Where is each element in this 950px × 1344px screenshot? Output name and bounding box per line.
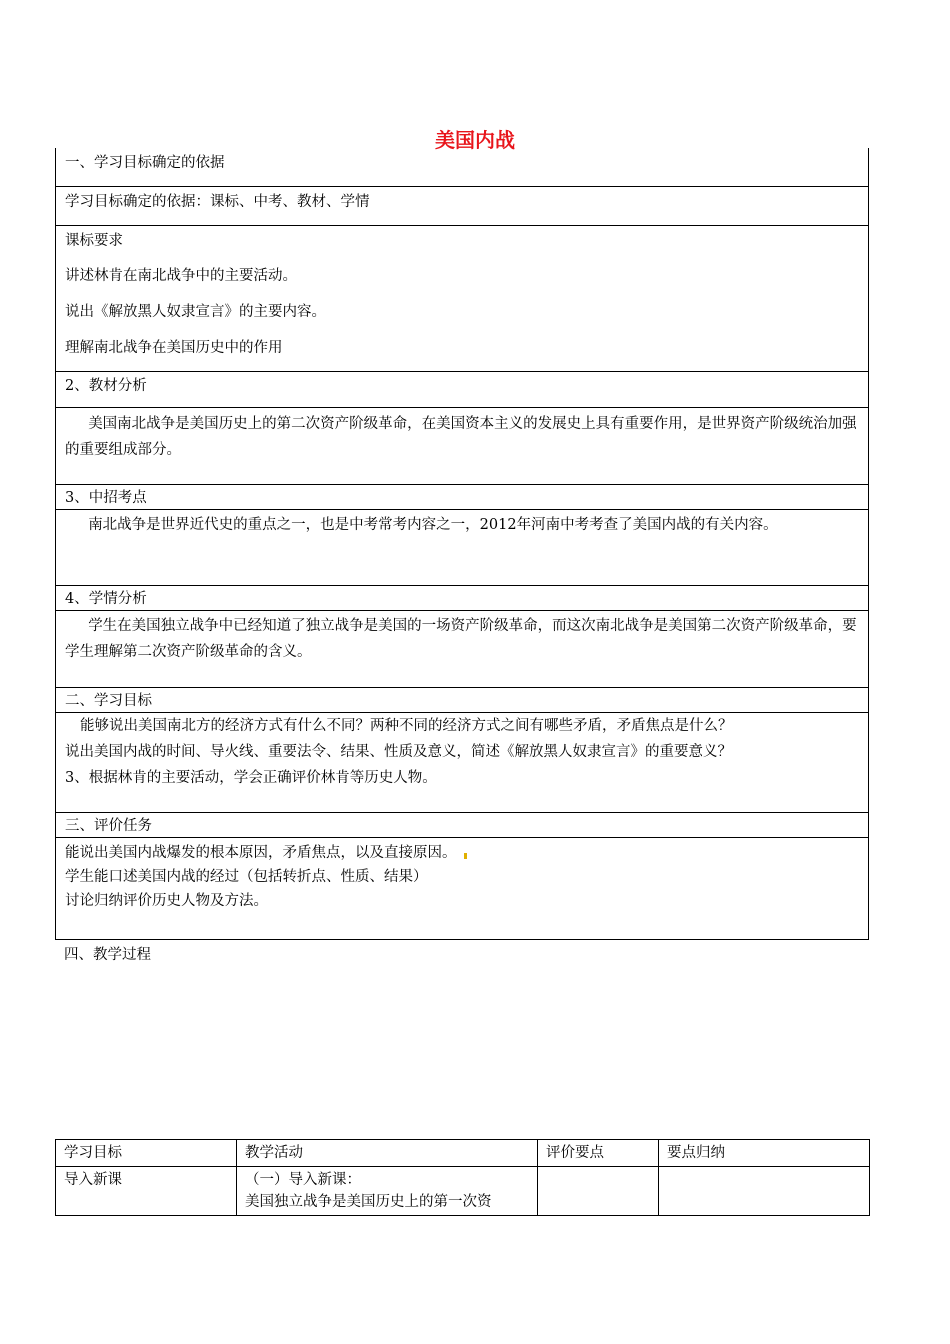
basis-row <box>55 187 869 226</box>
table-header-cell: 要点归纳 <box>659 1140 870 1167</box>
curriculum-heading: 课标要求 <box>65 233 123 249</box>
goals-heading: 二、学习目标 <box>65 693 152 709</box>
table-cell-goal: 导入新课 <box>56 1167 237 1216</box>
goals-row <box>55 713 869 813</box>
textbook-analysis-heading-row <box>55 372 869 408</box>
activity-line: 美国独立战争是美国历史上的第一次资 <box>245 1194 492 1210</box>
curriculum-item: 理解南北战争在美国历史中的作用 <box>65 340 283 356</box>
goal-item: 能够说出美国南北方的经济方式有什么不同？两种不同的经济方式之间有哪些矛盾，矛盾焦点是什么？ <box>80 718 733 734</box>
exam-points-text: 南北战争是世界近代史的重点之一，也是中考常考内容之一，2012年河南中考考查了美国内战的有关内容。 <box>88 517 778 533</box>
table-cell-activity <box>237 1167 538 1216</box>
table-header-cell: 评价要点 <box>538 1140 659 1167</box>
table-header-cell: 教学活动 <box>237 1140 538 1167</box>
eval-row <box>55 838 869 940</box>
section-basis-heading-row <box>55 148 869 187</box>
process-heading: 四、教学过程 <box>64 947 151 963</box>
textbook-analysis-text: 美国南北战争是美国历史上的第二次资产阶级革命，在美国资本主义的发展史上具有重要作用，是世界资产阶级统治加强的重要组成部分。 <box>65 416 857 458</box>
exam-points-heading-row <box>55 485 869 510</box>
eval-item: 学生能口述美国内战的经过（包括转折点、性质、结果） <box>65 869 428 885</box>
basis-text: 学习目标确定的依据：课标、中考、教材、学情 <box>65 194 370 210</box>
goals-heading-row <box>55 688 869 713</box>
eval-item: 能说出美国内战爆发的根本原因，矛盾焦点，以及直接原因。 <box>65 845 457 861</box>
curriculum-item: 讲述林肯在南北战争中的主要活动。 <box>65 268 297 284</box>
goal-item: 说出美国内战的时间、导火线、重要法令、结果、性质及意义，简述《解放黑人奴隶宣言》的重要意义？ <box>65 744 732 760</box>
exam-points-heading: 3、中招考点 <box>65 490 147 506</box>
activity-line: （一）导入新课： <box>245 1172 361 1188</box>
goal-item: 3、根据林肯的主要活动，学会正确评价林肯等历史人物。 <box>65 770 437 786</box>
table-header-row <box>56 1140 870 1167</box>
page-title: 美国内战 <box>435 128 515 152</box>
curriculum-item: 说出《解放黑人奴隶宣言》的主要内容。 <box>65 304 326 320</box>
exam-points-row <box>55 510 869 586</box>
learner-analysis-heading: 4、学情分析 <box>65 591 147 607</box>
table-header-cell: 学习目标 <box>56 1140 237 1167</box>
learner-analysis-heading-row <box>55 586 869 611</box>
eval-item: 讨论归纳评价历史人物及方法。 <box>65 893 268 909</box>
section-basis-heading: 一、学习目标确定的依据 <box>65 155 225 171</box>
table-cell-eval <box>538 1167 659 1216</box>
textbook-analysis-row <box>55 408 869 485</box>
curriculum-row <box>55 226 869 372</box>
process-table <box>55 1139 870 1216</box>
eval-heading: 三、评价任务 <box>65 818 152 834</box>
table-cell-summary <box>659 1167 870 1216</box>
eval-heading-row <box>55 813 869 838</box>
learner-analysis-text: 学生在美国独立战争中已经知道了独立战争是美国的一场资产阶级革命，而这次南北战争是美国第二次资产阶级革命，要学生理解第二次资产阶级革命的含义。 <box>65 618 857 660</box>
cursor-mark <box>464 853 467 859</box>
table-row <box>56 1167 870 1216</box>
learner-analysis-row <box>55 611 869 688</box>
textbook-analysis-heading: 2、教材分析 <box>65 378 147 394</box>
